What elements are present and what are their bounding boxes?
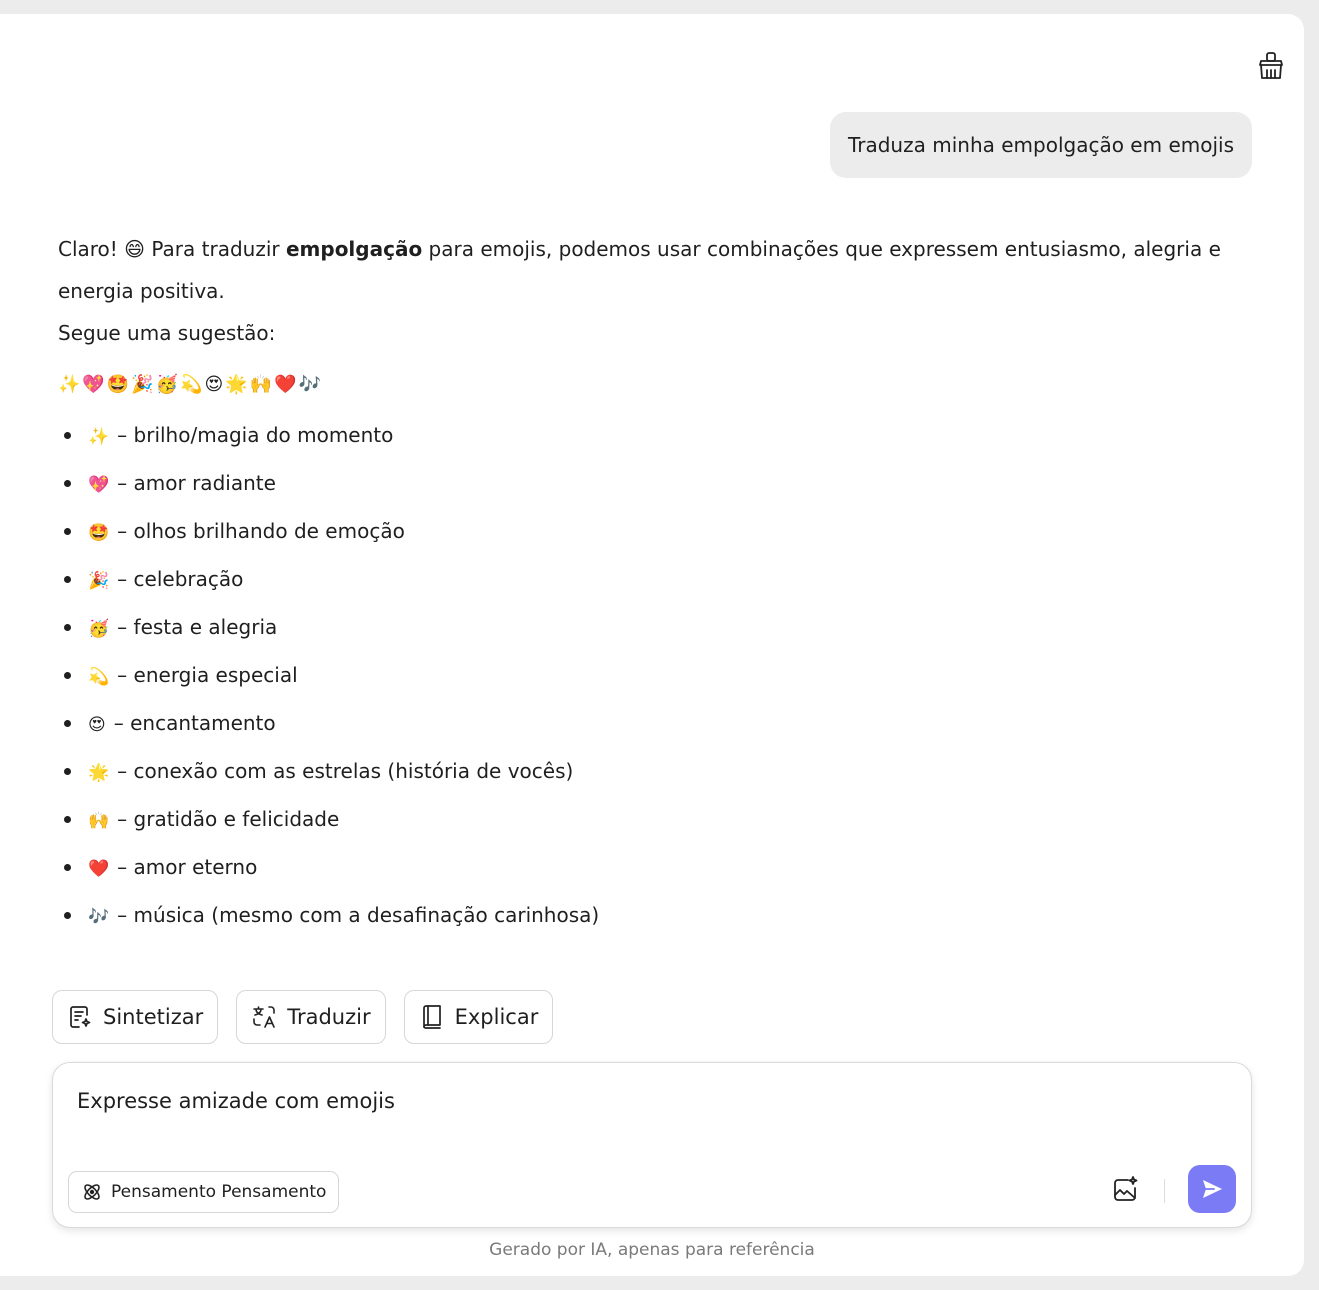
summarize-button[interactable]: [52, 990, 218, 1044]
emoji-sequence: ✨💖🤩🎉🥳💫😍🌟🙌❤️🎶: [58, 374, 323, 395]
item-text: – encantamento: [113, 711, 276, 735]
item-text: – música (mesmo com a desafinação carinhosa): [117, 903, 600, 927]
toolbar-divider: [1164, 1179, 1165, 1203]
send-icon: [1200, 1177, 1224, 1201]
item-text: – brilho/magia do momento: [117, 423, 394, 447]
list-item: [58, 708, 1248, 756]
clear-chat-button[interactable]: [1256, 50, 1286, 82]
thinking-label: Pensamento Pensamento: [111, 1182, 327, 1202]
item-emoji: 💫: [88, 667, 110, 687]
item-emoji: 🙌: [88, 811, 110, 831]
chat-panel: [0, 14, 1304, 1276]
item-emoji: 😍: [88, 715, 106, 735]
list-item: [58, 612, 1248, 660]
send-button[interactable]: [1188, 1165, 1236, 1213]
item-emoji: ✨: [88, 427, 110, 447]
translate-button[interactable]: [236, 990, 385, 1044]
summarize-label: Sintetizar: [103, 1005, 204, 1029]
list-item: [58, 900, 1248, 948]
reply-paragraph: Segue uma sugestão:: [58, 321, 276, 345]
item-emoji: ❤️: [88, 859, 110, 879]
reply-paragraph: [58, 228, 1248, 312]
atom-icon: [81, 1181, 103, 1203]
list-item: [58, 468, 1248, 516]
item-text: – energia especial: [117, 663, 298, 687]
item-text: – conexão com as estrelas (história de vocês): [117, 759, 574, 783]
image-sparkle-icon: [1111, 1175, 1141, 1205]
item-emoji: 🎶: [88, 907, 110, 927]
user-message-bubble: [830, 112, 1252, 178]
translate-icon: [251, 1004, 277, 1030]
item-text: – gratidão e felicidade: [117, 807, 340, 831]
item-emoji: 🤩: [88, 523, 110, 543]
emoji-meaning-list: [58, 420, 1248, 948]
reply-bold-text: empolgação: [285, 237, 423, 261]
item-emoji: 🌟: [88, 763, 110, 783]
user-message-text: Traduza minha empolgação em emojis: [847, 133, 1234, 157]
list-item: [58, 756, 1248, 804]
item-text: – amor eterno: [117, 855, 258, 879]
broom-icon: [1257, 51, 1285, 81]
message-input[interactable]: [77, 1089, 1177, 1113]
list-item: [58, 852, 1248, 900]
item-text: – olhos brilhando de emoção: [117, 519, 405, 543]
list-item: [58, 420, 1248, 468]
image-generate-button[interactable]: [1109, 1173, 1143, 1207]
item-emoji: 🥳: [88, 619, 110, 639]
reply-text: Claro! 😄 Para traduzir: [58, 237, 286, 261]
explain-button[interactable]: [404, 990, 554, 1044]
item-emoji: 🎉: [88, 571, 110, 591]
list-item: [58, 660, 1248, 708]
assistant-reply: [58, 228, 1248, 948]
thinking-toggle[interactable]: [68, 1171, 339, 1213]
explain-label: Explicar: [454, 1005, 539, 1029]
item-text: – festa e alegria: [117, 615, 278, 639]
ai-disclaimer: Gerado por IA, apenas para referência: [489, 1240, 815, 1260]
list-item: [58, 564, 1248, 612]
book-icon: [419, 1004, 445, 1030]
summarize-icon: [67, 1004, 93, 1030]
list-item: [58, 516, 1248, 564]
reply-text: para emojis, podemos usar combinações que expressem entusiasmo, alegria e energia positiva.: [58, 237, 1221, 303]
item-text: – celebração: [117, 567, 244, 591]
message-composer: [52, 1062, 1252, 1228]
list-item: [58, 804, 1248, 852]
translate-label: Traduzir: [287, 1005, 371, 1029]
quick-actions: [52, 990, 553, 1044]
item-emoji: 💖: [88, 475, 110, 495]
item-text: – amor radiante: [117, 471, 276, 495]
